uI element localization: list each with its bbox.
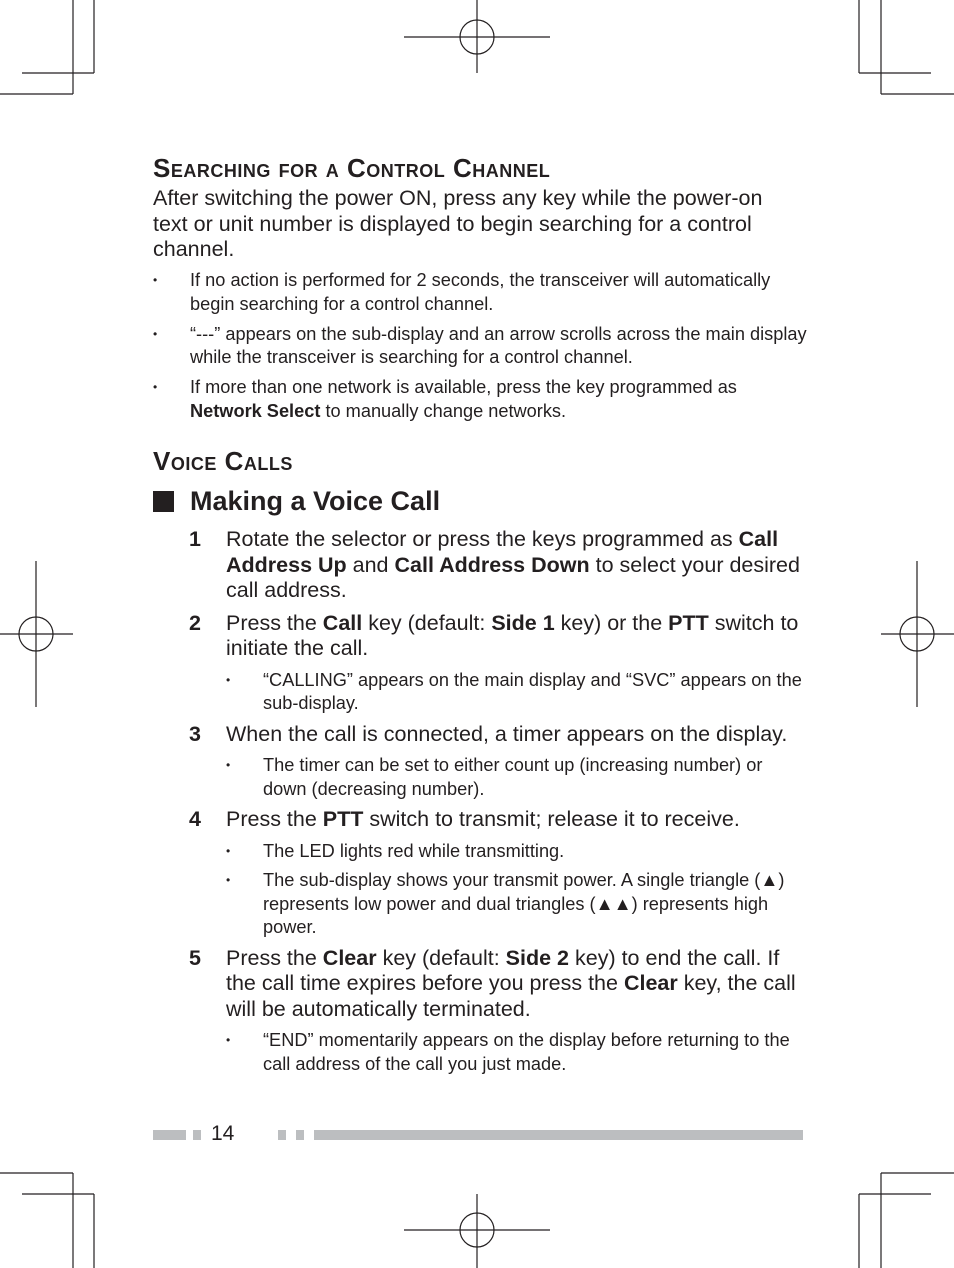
- step-item: [189, 946, 809, 1077]
- note-item: • The timer can be set to either count up (increasing number) or down (decreasing number).: [226, 754, 809, 801]
- step-text: Press the Clear key (default: Side 2 key) to end the call. If the call time expires before you press the Clear key, the call will be automatically terminated.: [226, 945, 796, 1021]
- page-footer: [153, 1120, 803, 1148]
- step-text: Rotate the selector or press the keys programmed as Call Address Up and Call Address Down to select your desired call address.: [226, 527, 800, 602]
- step-item: [189, 722, 809, 802]
- note-item: • If more than one network is available, press the key programmed as Network Select to manually change networks.: [153, 376, 808, 423]
- step-number: 1: [189, 527, 201, 551]
- step-item: [189, 527, 809, 611]
- step-text: When the call is connected, a timer appears on the display.: [226, 721, 788, 746]
- page-number: 14: [211, 1122, 235, 1145]
- note-item: • If no action is performed for 2 seconds, the transceiver will automatically begin searching for a control channel.: [153, 269, 808, 316]
- subhead-making-call: [153, 484, 440, 518]
- step-notes: [226, 754, 809, 801]
- key-name: Network Select: [190, 400, 321, 421]
- step-number: 4: [189, 807, 201, 831]
- footer-bar-left: [153, 1130, 186, 1140]
- note-item: • “END” momentarily appears on the display before returning to the call address of the call you just made.: [226, 1029, 809, 1076]
- square-bullet-icon: [153, 491, 174, 512]
- note-item: • The sub-display shows your transmit power. A single triangle (▲) represents low power and dual triangles (▲▲) represents high power.: [226, 869, 809, 940]
- section-title-searching: Searching for a Control Channel: [153, 153, 551, 183]
- footer-bar-dot1: [278, 1130, 286, 1140]
- footer-bar-dot2: [296, 1130, 304, 1140]
- footer-bar-left-small: [193, 1130, 201, 1140]
- step-notes: [226, 1029, 809, 1076]
- note-item: • “CALLING” appears on the main display and “SVC” appears on the sub-display.: [226, 669, 809, 716]
- step-text: Press the PTT switch to transmit; release it to receive.: [226, 807, 740, 831]
- footer-bar-right: [314, 1130, 803, 1140]
- step-item: [189, 611, 809, 716]
- searching-notes: [153, 269, 808, 430]
- step-notes: [226, 669, 809, 716]
- call-steps: [189, 527, 809, 1082]
- step-number: 3: [189, 721, 201, 746]
- note-item: • The LED lights red while transmitting.: [226, 840, 809, 864]
- step-item: [189, 807, 809, 940]
- step-number: 5: [189, 945, 201, 970]
- subhead-label: Making a Voice Call: [190, 486, 441, 516]
- section-title-voice-calls: Voice Calls: [153, 446, 293, 476]
- searching-intro: After switching the power ON, press any key while the power-on text or unit number is displayed to begin searching for a control channel.: [153, 186, 763, 261]
- step-text: Press the Call key (default: Side 1 key) or the PTT switch to initiate the call.: [226, 610, 799, 660]
- note-item: • “---” appears on the sub-display and an arrow scrolls across the main display while the transceiver is searching for a control channel.: [153, 323, 808, 370]
- step-number: 2: [189, 610, 201, 635]
- step-notes: [226, 840, 809, 940]
